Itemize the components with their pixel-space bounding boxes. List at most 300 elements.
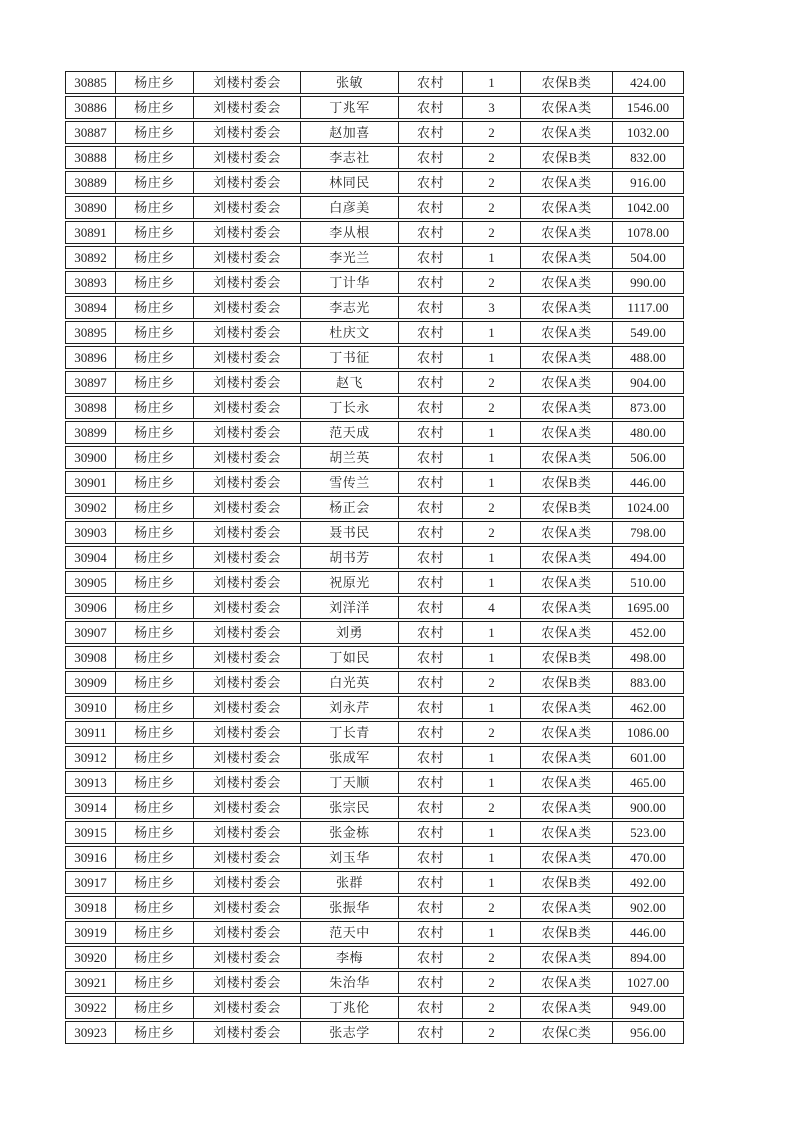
insurance-category-cell: 农保B类 xyxy=(521,72,613,93)
residence-type-cell: 农村 xyxy=(399,497,463,518)
insurance-category-cell: 农保A类 xyxy=(521,597,613,618)
table-row xyxy=(65,821,684,844)
table-row xyxy=(65,96,684,119)
insurance-category-cell: 农保A类 xyxy=(521,297,613,318)
township-cell: 杨庄乡 xyxy=(116,672,194,693)
person-name-cell: 刘洋洋 xyxy=(301,597,399,618)
village-committee-cell: 刘楼村委会 xyxy=(194,622,301,643)
residence-type-cell: 农村 xyxy=(399,847,463,868)
record-id-cell: 30890 xyxy=(66,197,116,218)
person-name-cell: 张志学 xyxy=(301,1022,399,1043)
person-name-cell: 丁长青 xyxy=(301,722,399,743)
residence-type-cell: 农村 xyxy=(399,72,463,93)
record-id-cell: 30903 xyxy=(66,522,116,543)
village-committee-cell: 刘楼村委会 xyxy=(194,372,301,393)
township-cell: 杨庄乡 xyxy=(116,1022,194,1043)
township-cell: 杨庄乡 xyxy=(116,247,194,268)
township-cell: 杨庄乡 xyxy=(116,847,194,868)
person-name-cell: 范天成 xyxy=(301,422,399,443)
amount-cell: 549.00 xyxy=(630,325,666,340)
village-committee-cell: 刘楼村委会 xyxy=(194,997,301,1018)
person-name-cell: 李志社 xyxy=(301,147,399,168)
amount-cell: 1086.00 xyxy=(626,725,670,740)
person-name-cell: 祝原光 xyxy=(301,572,399,593)
village-committee-cell: 刘楼村委会 xyxy=(194,447,301,468)
person-count-cell: 1 xyxy=(463,697,521,718)
person-name-cell: 赵加喜 xyxy=(301,122,399,143)
record-id-cell: 30896 xyxy=(66,347,116,368)
person-count-cell: 1 xyxy=(463,347,521,368)
table-row xyxy=(65,196,684,219)
person-name-cell: 胡兰英 xyxy=(301,447,399,468)
insurance-category-cell: 农保A类 xyxy=(521,447,613,468)
person-count-cell: 2 xyxy=(463,947,521,968)
person-count-cell: 1 xyxy=(463,572,521,593)
amount-cell: 883.00 xyxy=(630,675,666,690)
table-row xyxy=(65,1021,684,1044)
township-cell: 杨庄乡 xyxy=(116,947,194,968)
person-count-cell: 2 xyxy=(463,897,521,918)
record-id-cell: 30917 xyxy=(66,872,116,893)
village-committee-cell: 刘楼村委会 xyxy=(194,72,301,93)
amount-cell: 510.00 xyxy=(630,575,666,590)
table-row xyxy=(65,121,684,144)
record-id-cell: 30905 xyxy=(66,572,116,593)
residence-type-cell: 农村 xyxy=(399,247,463,268)
township-cell: 杨庄乡 xyxy=(116,222,194,243)
record-id-cell: 30900 xyxy=(66,447,116,468)
insurance-category-cell: 农保B类 xyxy=(521,922,613,943)
record-id-cell: 30889 xyxy=(66,172,116,193)
village-committee-cell: 刘楼村委会 xyxy=(194,97,301,118)
person-name-cell: 赵飞 xyxy=(301,372,399,393)
insurance-category-cell: 农保A类 xyxy=(521,947,613,968)
residence-type-cell: 农村 xyxy=(399,972,463,993)
person-name-cell: 李志光 xyxy=(301,297,399,318)
residence-type-cell: 农村 xyxy=(399,572,463,593)
amount-cell: 949.00 xyxy=(630,1000,666,1015)
table-row xyxy=(65,946,684,969)
person-count-cell: 1 xyxy=(463,247,521,268)
table-row xyxy=(65,271,684,294)
residence-type-cell: 农村 xyxy=(399,947,463,968)
township-cell: 杨庄乡 xyxy=(116,697,194,718)
amount-cell: 1024.00 xyxy=(626,500,670,515)
amount-cell: 494.00 xyxy=(630,550,666,565)
village-committee-cell: 刘楼村委会 xyxy=(194,972,301,993)
residence-type-cell: 农村 xyxy=(399,472,463,493)
person-name-cell: 刘勇 xyxy=(301,622,399,643)
village-committee-cell: 刘楼村委会 xyxy=(194,247,301,268)
table-row xyxy=(65,721,684,744)
person-name-cell: 李光兰 xyxy=(301,247,399,268)
township-cell: 杨庄乡 xyxy=(116,122,194,143)
village-committee-cell: 刘楼村委会 xyxy=(194,147,301,168)
person-name-cell: 丁如民 xyxy=(301,647,399,668)
insurance-category-cell: 农保A类 xyxy=(521,172,613,193)
person-count-cell: 2 xyxy=(463,522,521,543)
residence-type-cell: 农村 xyxy=(399,97,463,118)
person-count-cell: 2 xyxy=(463,372,521,393)
residence-type-cell: 农村 xyxy=(399,297,463,318)
person-name-cell: 丁兆军 xyxy=(301,97,399,118)
amount-cell: 465.00 xyxy=(630,775,666,790)
township-cell: 杨庄乡 xyxy=(116,747,194,768)
village-committee-cell: 刘楼村委会 xyxy=(194,1022,301,1043)
record-id-cell: 30920 xyxy=(66,947,116,968)
table-row xyxy=(65,71,684,94)
person-count-cell: 3 xyxy=(463,97,521,118)
person-name-cell: 白彦美 xyxy=(301,197,399,218)
township-cell: 杨庄乡 xyxy=(116,172,194,193)
insurance-category-cell: 农保A类 xyxy=(521,372,613,393)
residence-type-cell: 农村 xyxy=(399,722,463,743)
amount-cell: 1546.00 xyxy=(626,100,670,115)
record-id-cell: 30886 xyxy=(66,97,116,118)
township-cell: 杨庄乡 xyxy=(116,72,194,93)
person-count-cell: 1 xyxy=(463,772,521,793)
township-cell: 杨庄乡 xyxy=(116,322,194,343)
person-count-cell: 2 xyxy=(463,672,521,693)
insurance-category-cell: 农保A类 xyxy=(521,197,613,218)
township-cell: 杨庄乡 xyxy=(116,647,194,668)
record-id-cell: 30895 xyxy=(66,322,116,343)
table-row xyxy=(65,796,684,819)
residence-type-cell: 农村 xyxy=(399,822,463,843)
person-count-cell: 1 xyxy=(463,647,521,668)
amount-cell: 446.00 xyxy=(630,925,666,940)
residence-type-cell: 农村 xyxy=(399,547,463,568)
residence-type-cell: 农村 xyxy=(399,622,463,643)
residence-type-cell: 农村 xyxy=(399,222,463,243)
village-committee-cell: 刘楼村委会 xyxy=(194,897,301,918)
village-committee-cell: 刘楼村委会 xyxy=(194,847,301,868)
amount-cell: 900.00 xyxy=(630,800,666,815)
record-id-cell: 30915 xyxy=(66,822,116,843)
person-count-cell: 4 xyxy=(463,597,521,618)
amount-cell: 480.00 xyxy=(630,425,666,440)
township-cell: 杨庄乡 xyxy=(116,272,194,293)
record-id-cell: 30904 xyxy=(66,547,116,568)
table-row xyxy=(65,246,684,269)
township-cell: 杨庄乡 xyxy=(116,297,194,318)
person-count-cell: 2 xyxy=(463,972,521,993)
village-committee-cell: 刘楼村委会 xyxy=(194,872,301,893)
person-count-cell: 2 xyxy=(463,497,521,518)
amount-cell: 424.00 xyxy=(630,75,666,90)
village-committee-cell: 刘楼村委会 xyxy=(194,547,301,568)
person-name-cell: 丁书征 xyxy=(301,347,399,368)
village-committee-cell: 刘楼村委会 xyxy=(194,722,301,743)
person-name-cell: 范天中 xyxy=(301,922,399,943)
person-count-cell: 2 xyxy=(463,997,521,1018)
residence-type-cell: 农村 xyxy=(399,697,463,718)
table-row xyxy=(65,596,684,619)
amount-cell: 452.00 xyxy=(630,625,666,640)
record-id-cell: 30922 xyxy=(66,997,116,1018)
person-count-cell: 1 xyxy=(463,72,521,93)
insurance-category-cell: 农保A类 xyxy=(521,322,613,343)
amount-cell: 1042.00 xyxy=(626,200,670,215)
residence-type-cell: 农村 xyxy=(399,1022,463,1043)
record-id-cell: 30919 xyxy=(66,922,116,943)
person-count-cell: 2 xyxy=(463,272,521,293)
amount-cell: 446.00 xyxy=(630,475,666,490)
insurance-category-cell: 农保B类 xyxy=(521,672,613,693)
residence-type-cell: 农村 xyxy=(399,197,463,218)
village-committee-cell: 刘楼村委会 xyxy=(194,772,301,793)
residence-type-cell: 农村 xyxy=(399,422,463,443)
person-name-cell: 刘玉华 xyxy=(301,847,399,868)
record-id-cell: 30923 xyxy=(66,1022,116,1043)
record-id-cell: 30910 xyxy=(66,697,116,718)
table-row xyxy=(65,646,684,669)
insurance-category-cell: 农保A类 xyxy=(521,972,613,993)
residence-type-cell: 农村 xyxy=(399,997,463,1018)
amount-cell: 894.00 xyxy=(630,950,666,965)
record-id-cell: 30912 xyxy=(66,747,116,768)
person-name-cell: 张金栋 xyxy=(301,822,399,843)
table-row xyxy=(65,321,684,344)
table-row xyxy=(65,771,684,794)
table-row xyxy=(65,171,684,194)
amount-cell: 470.00 xyxy=(630,850,666,865)
village-committee-cell: 刘楼村委会 xyxy=(194,472,301,493)
village-committee-cell: 刘楼村委会 xyxy=(194,172,301,193)
residence-type-cell: 农村 xyxy=(399,747,463,768)
residence-type-cell: 农村 xyxy=(399,872,463,893)
record-id-cell: 30888 xyxy=(66,147,116,168)
residence-type-cell: 农村 xyxy=(399,522,463,543)
township-cell: 杨庄乡 xyxy=(116,447,194,468)
village-committee-cell: 刘楼村委会 xyxy=(194,922,301,943)
township-cell: 杨庄乡 xyxy=(116,522,194,543)
insurance-category-cell: 农保A类 xyxy=(521,522,613,543)
village-committee-cell: 刘楼村委会 xyxy=(194,422,301,443)
insurance-category-cell: 农保B类 xyxy=(521,472,613,493)
person-count-cell: 1 xyxy=(463,872,521,893)
insurance-category-cell: 农保A类 xyxy=(521,622,613,643)
record-id-cell: 30893 xyxy=(66,272,116,293)
table-row xyxy=(65,621,684,644)
township-cell: 杨庄乡 xyxy=(116,347,194,368)
township-cell: 杨庄乡 xyxy=(116,372,194,393)
township-cell: 杨庄乡 xyxy=(116,422,194,443)
table-row xyxy=(65,446,684,469)
table-row xyxy=(65,496,684,519)
person-name-cell: 丁天顺 xyxy=(301,772,399,793)
person-count-cell: 2 xyxy=(463,797,521,818)
table-row xyxy=(65,671,684,694)
person-name-cell: 李梅 xyxy=(301,947,399,968)
residence-type-cell: 农村 xyxy=(399,147,463,168)
person-count-cell: 3 xyxy=(463,297,521,318)
person-name-cell: 丁兆伦 xyxy=(301,997,399,1018)
person-count-cell: 2 xyxy=(463,1022,521,1043)
township-cell: 杨庄乡 xyxy=(116,772,194,793)
table-row xyxy=(65,371,684,394)
insurance-category-cell: 农保A类 xyxy=(521,847,613,868)
record-id-cell: 30885 xyxy=(66,72,116,93)
township-cell: 杨庄乡 xyxy=(116,722,194,743)
insurance-category-cell: 农保A类 xyxy=(521,697,613,718)
village-committee-cell: 刘楼村委会 xyxy=(194,797,301,818)
record-id-cell: 30892 xyxy=(66,247,116,268)
village-committee-cell: 刘楼村委会 xyxy=(194,647,301,668)
insurance-category-cell: 农保B类 xyxy=(521,497,613,518)
table-row xyxy=(65,396,684,419)
record-id-cell: 30914 xyxy=(66,797,116,818)
amount-cell: 873.00 xyxy=(630,400,666,415)
insurance-category-cell: 农保A类 xyxy=(521,897,613,918)
village-committee-cell: 刘楼村委会 xyxy=(194,222,301,243)
residence-type-cell: 农村 xyxy=(399,372,463,393)
record-id-cell: 30897 xyxy=(66,372,116,393)
person-name-cell: 张振华 xyxy=(301,897,399,918)
table-row xyxy=(65,996,684,1019)
person-count-cell: 1 xyxy=(463,847,521,868)
person-count-cell: 2 xyxy=(463,172,521,193)
township-cell: 杨庄乡 xyxy=(116,922,194,943)
residence-type-cell: 农村 xyxy=(399,922,463,943)
person-count-cell: 2 xyxy=(463,147,521,168)
person-name-cell: 胡书芳 xyxy=(301,547,399,568)
residence-type-cell: 农村 xyxy=(399,322,463,343)
person-count-cell: 1 xyxy=(463,447,521,468)
amount-cell: 904.00 xyxy=(630,375,666,390)
person-count-cell: 1 xyxy=(463,472,521,493)
table-row xyxy=(65,921,684,944)
person-count-cell: 1 xyxy=(463,747,521,768)
person-count-cell: 2 xyxy=(463,122,521,143)
person-count-cell: 1 xyxy=(463,322,521,343)
insurance-category-cell: 农保C类 xyxy=(521,1022,613,1043)
person-name-cell: 林同民 xyxy=(301,172,399,193)
insurance-category-cell: 农保A类 xyxy=(521,797,613,818)
village-committee-cell: 刘楼村委会 xyxy=(194,197,301,218)
person-name-cell: 杜庆文 xyxy=(301,322,399,343)
table-row xyxy=(65,421,684,444)
record-id-cell: 30902 xyxy=(66,497,116,518)
table-row xyxy=(65,696,684,719)
person-name-cell: 张宗民 xyxy=(301,797,399,818)
village-committee-cell: 刘楼村委会 xyxy=(194,747,301,768)
insurance-category-cell: 农保A类 xyxy=(521,422,613,443)
table-row xyxy=(65,896,684,919)
record-id-cell: 30898 xyxy=(66,397,116,418)
township-cell: 杨庄乡 xyxy=(116,997,194,1018)
village-committee-cell: 刘楼村委会 xyxy=(194,522,301,543)
township-cell: 杨庄乡 xyxy=(116,622,194,643)
record-id-cell: 30916 xyxy=(66,847,116,868)
record-id-cell: 30907 xyxy=(66,622,116,643)
residence-type-cell: 农村 xyxy=(399,647,463,668)
village-committee-cell: 刘楼村委会 xyxy=(194,497,301,518)
township-cell: 杨庄乡 xyxy=(116,397,194,418)
insurance-category-cell: 农保A类 xyxy=(521,772,613,793)
amount-cell: 462.00 xyxy=(630,700,666,715)
record-id-cell: 30894 xyxy=(66,297,116,318)
record-id-cell: 30906 xyxy=(66,597,116,618)
amount-cell: 1117.00 xyxy=(627,300,669,315)
township-cell: 杨庄乡 xyxy=(116,972,194,993)
insurance-category-cell: 农保A类 xyxy=(521,722,613,743)
record-id-cell: 30918 xyxy=(66,897,116,918)
township-cell: 杨庄乡 xyxy=(116,547,194,568)
amount-cell: 1027.00 xyxy=(626,975,670,990)
amount-cell: 956.00 xyxy=(630,1025,666,1040)
residence-type-cell: 农村 xyxy=(399,122,463,143)
table-row xyxy=(65,871,684,894)
village-committee-cell: 刘楼村委会 xyxy=(194,822,301,843)
residence-type-cell: 农村 xyxy=(399,797,463,818)
township-cell: 杨庄乡 xyxy=(116,497,194,518)
person-name-cell: 丁计华 xyxy=(301,272,399,293)
insurance-category-cell: 农保A类 xyxy=(521,822,613,843)
residence-type-cell: 农村 xyxy=(399,397,463,418)
insurance-category-cell: 农保A类 xyxy=(521,547,613,568)
township-cell: 杨庄乡 xyxy=(116,147,194,168)
person-count-cell: 1 xyxy=(463,822,521,843)
village-committee-cell: 刘楼村委会 xyxy=(194,322,301,343)
amount-cell: 523.00 xyxy=(630,825,666,840)
insurance-category-cell: 农保A类 xyxy=(521,572,613,593)
township-cell: 杨庄乡 xyxy=(116,797,194,818)
insurance-category-cell: 农保A类 xyxy=(521,97,613,118)
township-cell: 杨庄乡 xyxy=(116,597,194,618)
insurance-category-cell: 农保A类 xyxy=(521,347,613,368)
person-name-cell: 雪传兰 xyxy=(301,472,399,493)
village-committee-cell: 刘楼村委会 xyxy=(194,297,301,318)
person-name-cell: 朱治华 xyxy=(301,972,399,993)
record-id-cell: 30911 xyxy=(66,722,116,743)
person-name-cell: 张成军 xyxy=(301,747,399,768)
amount-cell: 492.00 xyxy=(630,875,666,890)
township-cell: 杨庄乡 xyxy=(116,572,194,593)
person-name-cell: 聂书民 xyxy=(301,522,399,543)
record-id-cell: 30908 xyxy=(66,647,116,668)
village-committee-cell: 刘楼村委会 xyxy=(194,697,301,718)
record-id-cell: 30891 xyxy=(66,222,116,243)
residence-type-cell: 农村 xyxy=(399,772,463,793)
village-committee-cell: 刘楼村委会 xyxy=(194,397,301,418)
amount-cell: 798.00 xyxy=(630,525,666,540)
table-row xyxy=(65,546,684,569)
person-count-cell: 2 xyxy=(463,397,521,418)
person-name-cell: 刘永芹 xyxy=(301,697,399,718)
table-row xyxy=(65,146,684,169)
township-cell: 杨庄乡 xyxy=(116,872,194,893)
residence-type-cell: 农村 xyxy=(399,447,463,468)
township-cell: 杨庄乡 xyxy=(116,472,194,493)
person-name-cell: 白光英 xyxy=(301,672,399,693)
table-row xyxy=(65,296,684,319)
residence-type-cell: 农村 xyxy=(399,672,463,693)
residence-type-cell: 农村 xyxy=(399,597,463,618)
person-name-cell: 张群 xyxy=(301,872,399,893)
insurance-category-cell: 农保B类 xyxy=(521,147,613,168)
person-name-cell: 李从根 xyxy=(301,222,399,243)
person-name-cell: 丁长永 xyxy=(301,397,399,418)
insurance-category-cell: 农保A类 xyxy=(521,397,613,418)
insurance-category-cell: 农保A类 xyxy=(521,747,613,768)
amount-cell: 488.00 xyxy=(630,350,666,365)
township-cell: 杨庄乡 xyxy=(116,197,194,218)
residence-type-cell: 农村 xyxy=(399,897,463,918)
person-count-cell: 1 xyxy=(463,622,521,643)
table-row xyxy=(65,471,684,494)
insurance-category-cell: 农保A类 xyxy=(521,272,613,293)
